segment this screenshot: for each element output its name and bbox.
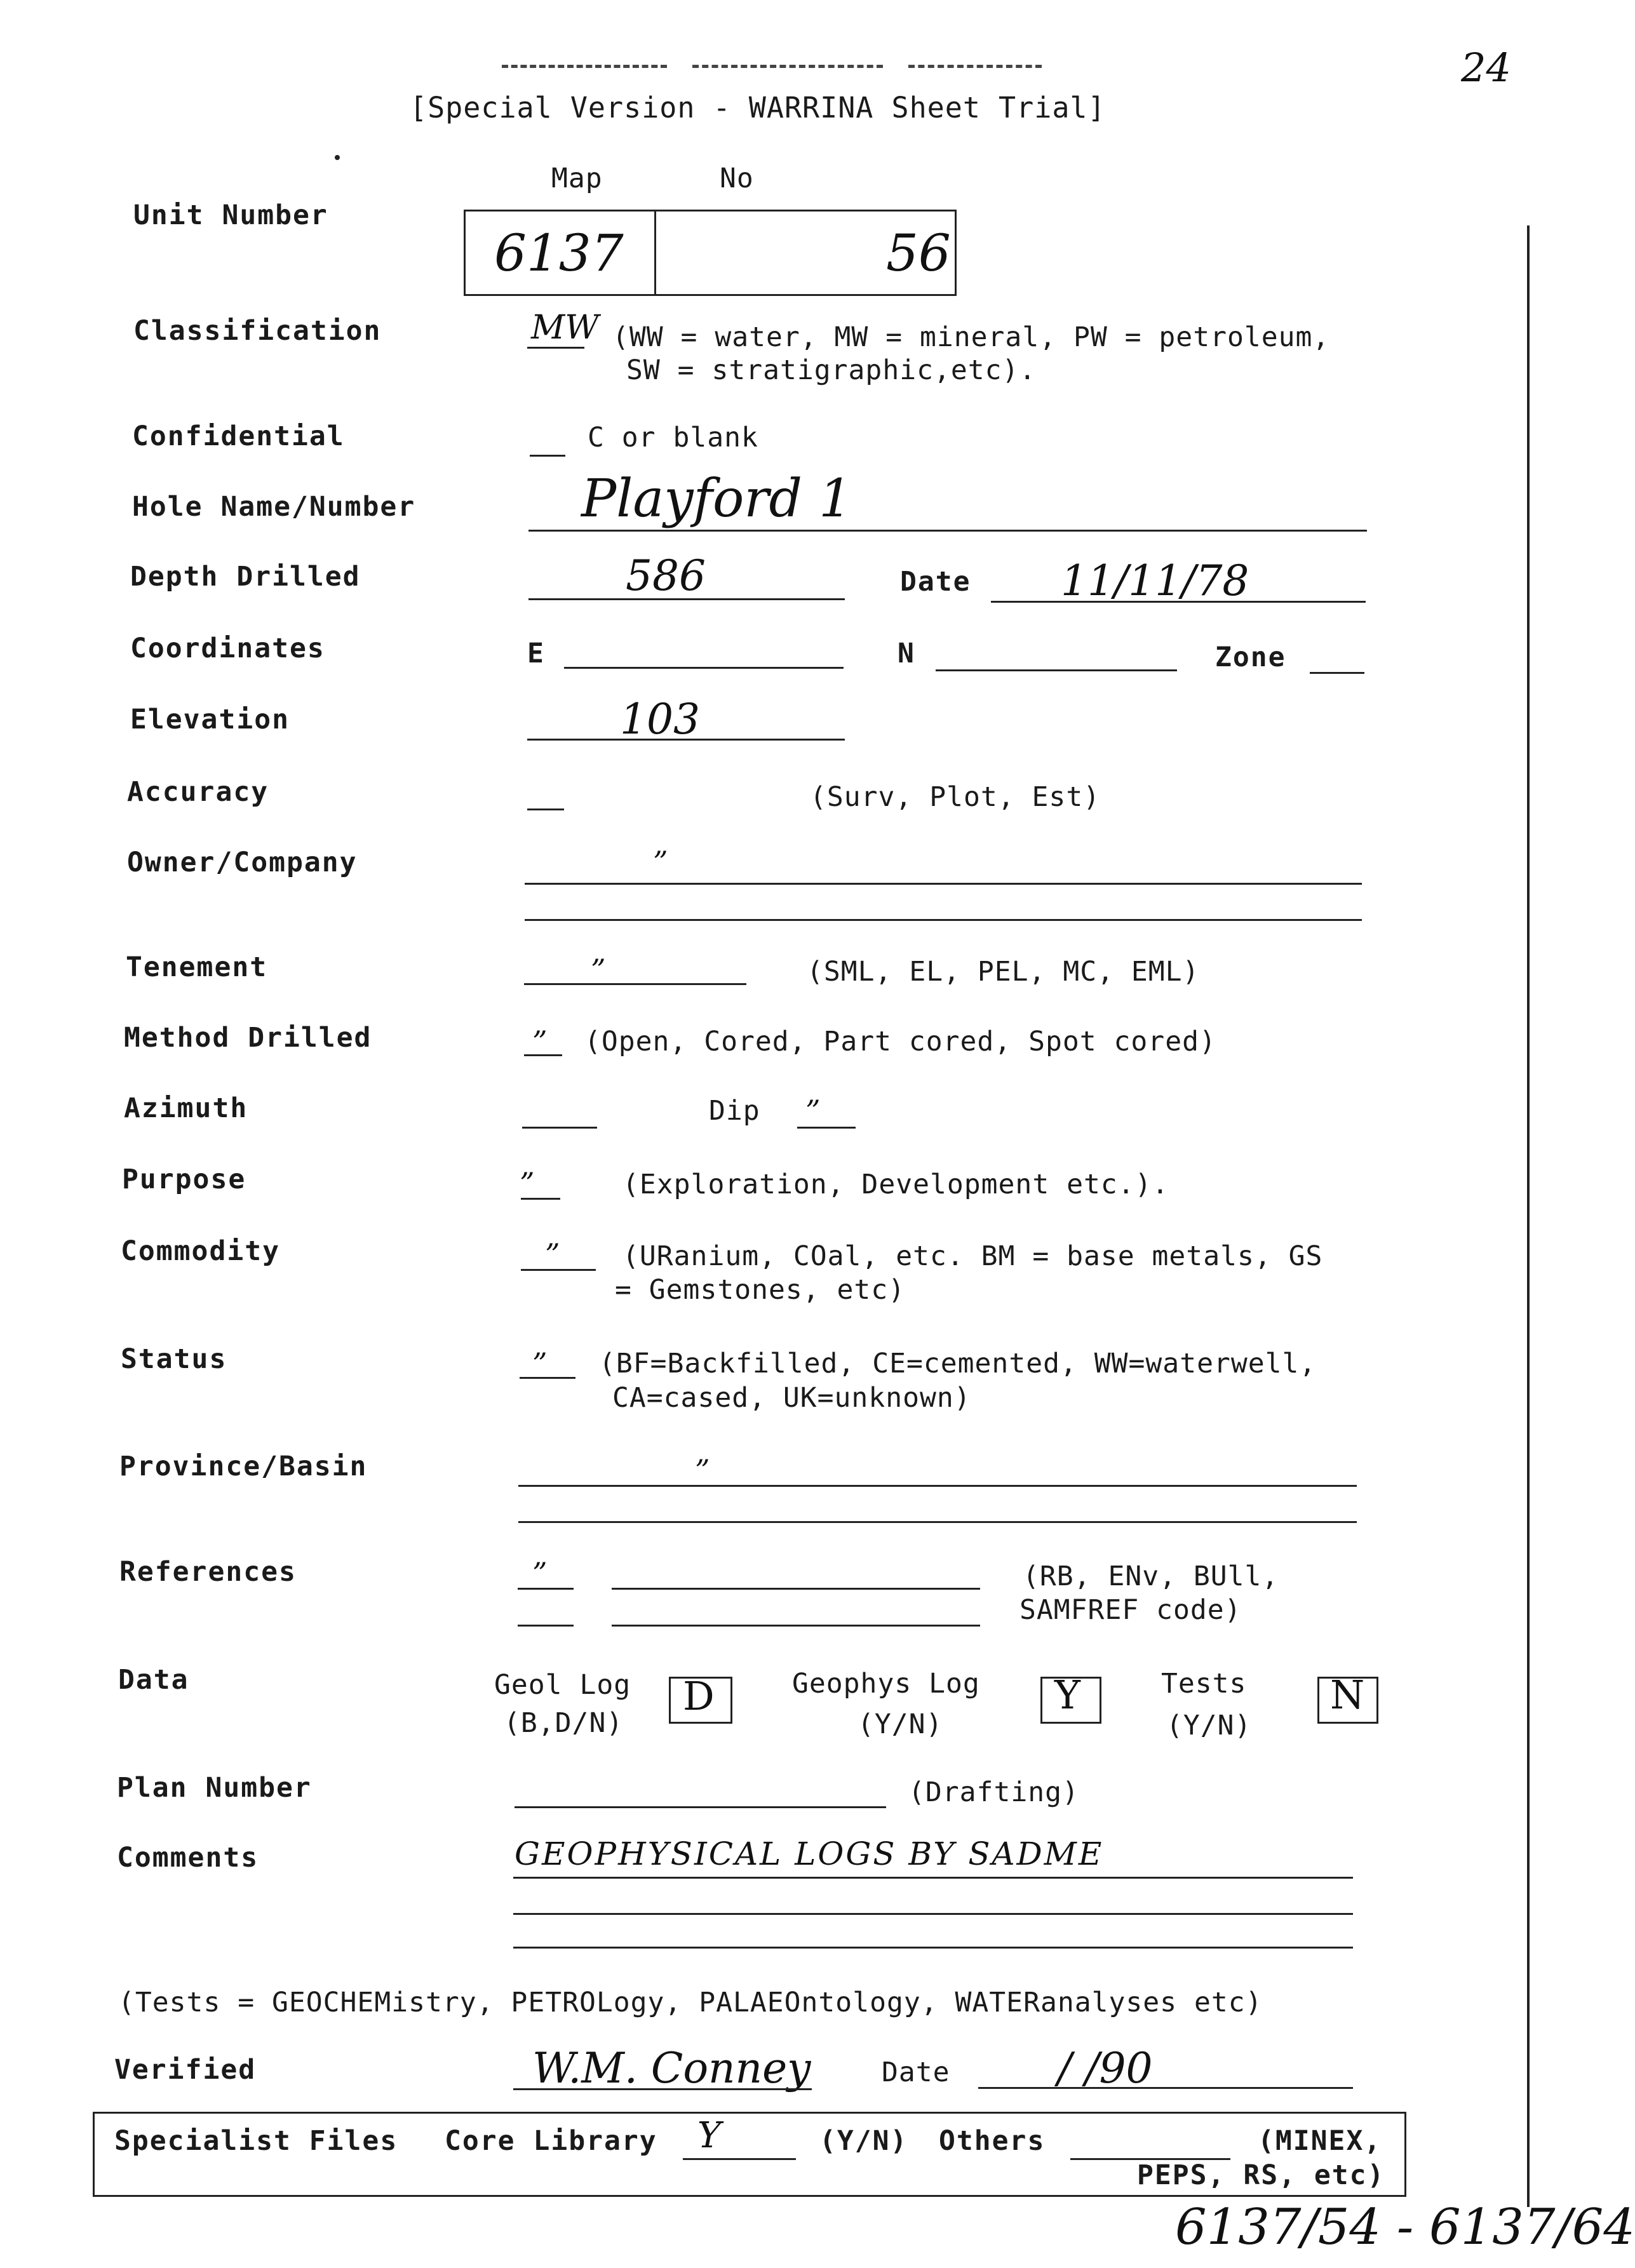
verified-date-value[interactable]: / /90 [1058, 2044, 1153, 2093]
confidential-label: Confidential [132, 420, 345, 452]
page-number: 24 [1461, 44, 1511, 91]
accuracy-label: Accuracy [127, 776, 269, 808]
depth-date-label: Date [900, 566, 971, 598]
coordinates-label: Coordinates [130, 633, 325, 664]
geol-log-label: Geol Log [494, 1669, 631, 1701]
coord-e-label: E [527, 638, 545, 669]
specialist-files-label: Specialist Files [114, 2125, 398, 2157]
method-hint: (Open, Cored, Part cored, Spot cored) [584, 1026, 1216, 1057]
plan-number-field[interactable] [515, 1806, 886, 1808]
commodity-label: Commodity [121, 1235, 280, 1267]
comments-line-1 [513, 1877, 1353, 1879]
method-value[interactable]: ” [532, 1024, 548, 1059]
accuracy-field[interactable] [527, 809, 564, 810]
coord-n-field[interactable] [936, 669, 1177, 671]
confidential-field[interactable] [530, 455, 565, 457]
hole-name-label: Hole Name/Number [132, 491, 416, 523]
status-line [520, 1377, 575, 1379]
geophys-log-options: (Y/N) [858, 1708, 943, 1740]
data-label: Data [118, 1664, 189, 1696]
coord-n-label: N [898, 638, 915, 669]
faded-header-title [502, 58, 1048, 77]
coord-zone-label: Zone [1215, 641, 1286, 673]
depth-value[interactable]: 586 [626, 551, 706, 600]
specialist-hint-1: (MINEX, [1258, 2125, 1382, 2157]
geol-log-value: D [683, 1673, 715, 1719]
tests-note: (Tests = GEOCHEMistry, PETROLogy, PALAEOntology, WATERanalyses etc) [118, 1987, 1263, 2018]
classification-label: Classification [133, 315, 382, 347]
comments-label: Comments [117, 1842, 259, 1874]
header-subtitle: [Special Version - WARRINA Sheet Trial] [410, 91, 1106, 124]
geophys-log-label: Geophys Log [792, 1668, 980, 1700]
depth-date-value[interactable]: 11/11/78 [1061, 556, 1249, 605]
references-hint-1: (RB, ENv, BUll, [1023, 1560, 1279, 1592]
azimuth-field[interactable] [522, 1127, 597, 1129]
purpose-label: Purpose [122, 1164, 246, 1195]
map-value[interactable]: 6137 [494, 224, 624, 283]
specialist-hint-2: PEPS, RS, etc) [1137, 2159, 1385, 2191]
commodity-line [521, 1269, 596, 1271]
stray-mark [335, 155, 340, 160]
others-label: Others [939, 2125, 1046, 2157]
province-label: Province/Basin [119, 1451, 368, 1482]
accuracy-hint: (Surv, Plot, Est) [810, 781, 1101, 813]
purpose-hint: (Exploration, Development etc.). [622, 1169, 1169, 1200]
status-hint-2: CA=cased, UK=unknown) [612, 1382, 971, 1414]
verified-date-label: Date [882, 2057, 950, 2088]
references-line-1a [518, 1588, 574, 1590]
comments-line-2 [513, 1913, 1353, 1915]
purpose-line [521, 1198, 560, 1200]
references-label: References [119, 1556, 297, 1588]
status-hint-1: (BF=Backfilled, CE=cemented, WW=waterwell, [599, 1348, 1317, 1379]
status-value[interactable]: ” [532, 1346, 548, 1381]
references-value[interactable]: ” [532, 1556, 548, 1590]
tenement-value[interactable]: ” [591, 953, 606, 987]
classification-hint-1: (WW = water, MW = mineral, PW = petroleum, [612, 321, 1330, 353]
references-line-1b [612, 1588, 980, 1590]
owner-value[interactable]: ” [653, 845, 668, 879]
azimuth-label: Azimuth [124, 1092, 248, 1124]
scan-edge-line [1527, 225, 1530, 2207]
depth-date-line [991, 601, 1366, 603]
comments-line-3 [513, 1947, 1353, 1949]
method-line [524, 1054, 562, 1056]
map-header: Map [551, 163, 603, 194]
dip-value[interactable]: ” [805, 1094, 821, 1128]
verified-label: Verified [114, 2054, 257, 2086]
verified-value[interactable]: W.M. Conney [532, 2044, 811, 2093]
province-value[interactable]: ” [695, 1453, 710, 1487]
plan-number-hint: (Drafting) [908, 1776, 1079, 1808]
owner-line-2 [525, 919, 1362, 921]
classification-line [527, 347, 584, 349]
comments-value[interactable]: GEOPHYSICAL LOGS BY SADME [515, 1835, 1104, 1872]
geol-log-options: (B,D/N) [504, 1707, 624, 1739]
method-label: Method Drilled [124, 1022, 372, 1054]
tenement-label: Tenement [126, 951, 268, 983]
commodity-value[interactable]: ” [545, 1237, 560, 1272]
footer-range: 6137/54 - 6137/64 [1175, 2199, 1635, 2256]
confidential-hint: C or blank [588, 422, 758, 453]
plan-number-label: Plan Number [117, 1772, 312, 1804]
core-library-label: Core Library [445, 2125, 657, 2157]
verified-line [513, 2088, 812, 2090]
hole-name-line [528, 530, 1367, 532]
no-header: No [720, 163, 754, 194]
elevation-line [527, 739, 845, 741]
elevation-value[interactable]: 103 [620, 695, 700, 744]
commodity-hint-1: (URanium, COal, etc. BM = base metals, GS [622, 1240, 1323, 1272]
core-library-line [683, 2158, 796, 2160]
unit-number-divider [654, 210, 656, 294]
owner-line-1 [525, 883, 1362, 885]
owner-label: Owner/Company [127, 847, 358, 878]
depth-line [528, 598, 845, 600]
tests-value: N [1330, 1672, 1365, 1718]
depth-drilled-label: Depth Drilled [130, 561, 361, 593]
commodity-hint-2: = Gemstones, etc) [615, 1274, 906, 1306]
coord-zone-field[interactable] [1310, 672, 1364, 674]
dip-line [797, 1127, 856, 1129]
references-hint-2: SAMFREF code) [1019, 1594, 1242, 1626]
elevation-label: Elevation [130, 704, 290, 735]
tenement-hint: (SML, EL, PEL, MC, EML) [807, 956, 1200, 988]
core-library-value[interactable]: Y [697, 2115, 721, 2156]
tests-label: Tests [1161, 1668, 1247, 1700]
no-value[interactable]: 56 [886, 224, 951, 283]
tenement-line [524, 983, 746, 985]
classification-value[interactable]: MW [531, 309, 599, 347]
province-line-1 [518, 1485, 1357, 1487]
references-line-2a [518, 1625, 574, 1627]
classification-hint-2: SW = stratigraphic,etc). [626, 354, 1037, 386]
references-line-2b [612, 1625, 980, 1627]
geophys-log-value: Y [1054, 1672, 1080, 1718]
purpose-value[interactable]: ” [520, 1166, 535, 1200]
tests-options: (Y/N) [1166, 1710, 1252, 1741]
hole-name-value[interactable]: Playford 1 [581, 469, 852, 529]
verified-date-line [978, 2087, 1353, 2089]
coord-e-field[interactable] [564, 667, 844, 669]
unit-number-label: Unit Number [133, 199, 328, 231]
dip-label: Dip [709, 1095, 760, 1127]
core-library-yn: (Y/N) [819, 2125, 908, 2157]
status-label: Status [121, 1343, 227, 1375]
province-line-2 [518, 1521, 1357, 1523]
